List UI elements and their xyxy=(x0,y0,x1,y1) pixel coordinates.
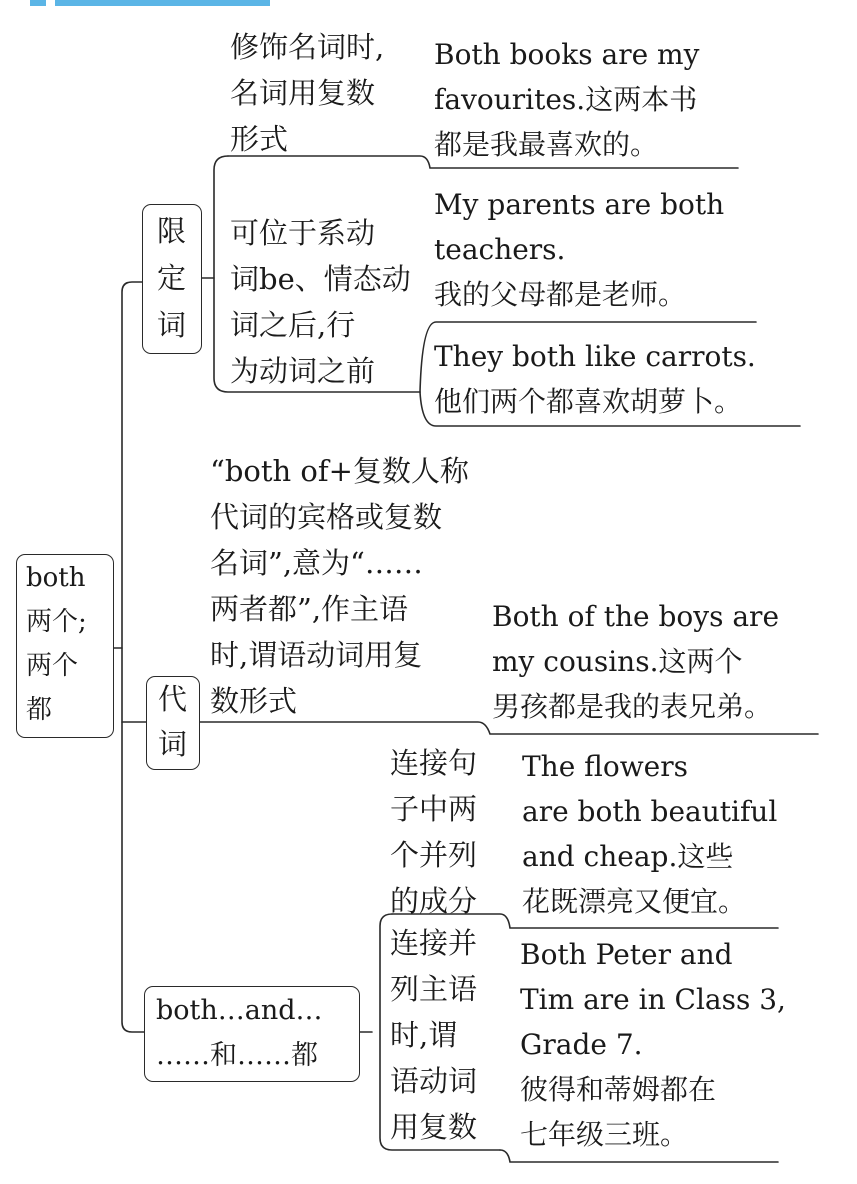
pronoun-example: Both of the boys are my cousins.这两个 男孩都是我的表兄弟。 xyxy=(492,600,780,723)
both-and-rule-1: 连接句 子中两 个并列 的成分 xyxy=(390,746,478,918)
determiner-rule-2: 可位于系动 词be、情态动 词之后,行 为动词之前 xyxy=(230,216,411,388)
both-and-label: both…and… ……和……都 xyxy=(156,995,323,1071)
root-label: both 两个; 两个 都 xyxy=(26,563,87,725)
pronoun-label: 代 词 xyxy=(158,682,188,761)
determiner-example-3: They both like carrots. 他们两个都喜欢胡萝卜。 xyxy=(434,340,756,418)
determiner-rule-1: 修饰名词时, 名词用复数 形式 xyxy=(230,30,385,156)
pronoun-rule: “both of+复数人称 代词的宾格或复数 名词”,意为“…… 两者都”,作主语 时,谓语动词用复 数形式 xyxy=(210,454,469,718)
both-and-rule-2: 连接并 列主语 时,谓 语动词 用复数 xyxy=(390,926,478,1144)
determiner-label: 限 定 词 xyxy=(157,214,187,342)
main-trunk xyxy=(122,282,144,1032)
determiner-example-1: Both books are my favourites.这两本书 都是我最喜欢的。 xyxy=(434,38,700,161)
determiner-example-2: My parents are both teachers. 我的父母都是老师。 xyxy=(434,188,725,311)
both-and-example-1: The flowers are both beautiful and cheap.这些 花既漂亮又便宜。 xyxy=(522,750,778,918)
both-and-example-2: Both Peter and Tim are in Class 3, Grade 7. 彼得和蒂姆都在 七年级三班。 xyxy=(520,938,786,1151)
